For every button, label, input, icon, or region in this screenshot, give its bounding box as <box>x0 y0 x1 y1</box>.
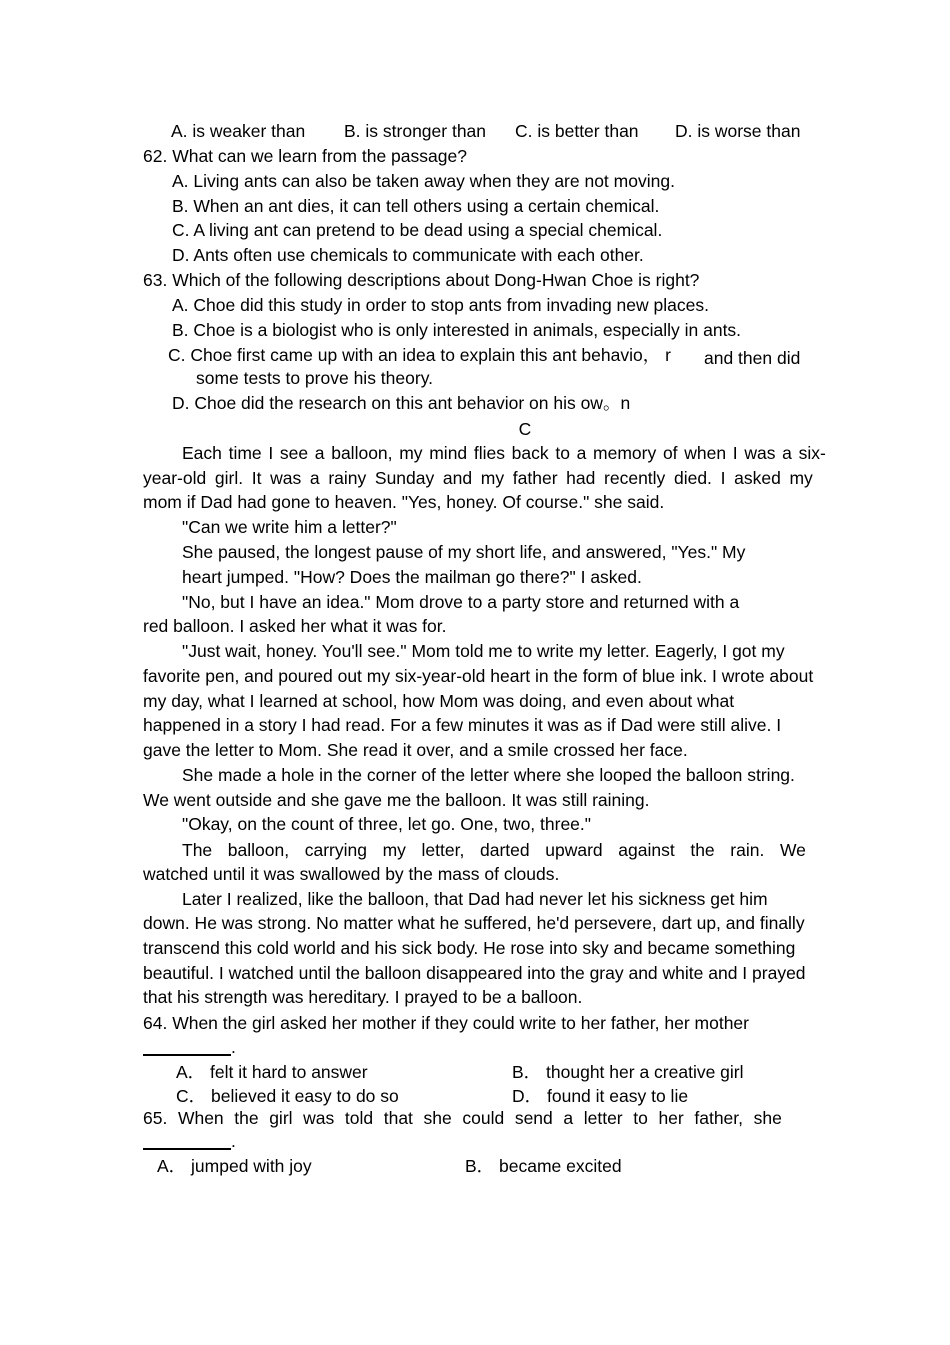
q63-option-c-line2: some tests to prove his theory. <box>196 368 434 388</box>
p8-line1-word: upward <box>545 840 603 860</box>
p8-line1-word: my <box>382 840 406 860</box>
p5-line1: "Just wait, honey. You'll see." Mom told me to write my letter. Eagerly, I got my <box>182 641 785 661</box>
q65-answer-blank <box>143 1148 231 1150</box>
q64-option-d: D． found it easy to lie <box>512 1086 689 1106</box>
q65-stem-word: a <box>563 1108 574 1128</box>
p8-line1-word: the <box>690 840 715 860</box>
q65-stem-word: letter <box>583 1108 623 1128</box>
q65-stem-word: was <box>303 1108 335 1128</box>
q65-stem-word: she <box>423 1108 452 1128</box>
q64-option-b: B． thought her a creative girl <box>512 1062 744 1082</box>
q62-option-c: C. A living ant can pretend to be dead using a special chemical. <box>172 220 663 240</box>
q65-stem-word: her <box>658 1108 684 1128</box>
p9-line2: down. He was strong. No matter what he suffered, he'd persevere, dart up, and finally <box>143 913 805 933</box>
q64-option-c: C． believed it easy to do so <box>176 1086 399 1106</box>
p1-line2-word: I <box>720 468 726 488</box>
p1-line2-word: a <box>309 468 320 488</box>
p1-line2-word: girl. <box>214 468 244 488</box>
p8-line1-word: against <box>618 840 675 860</box>
q64-stem: 64. When the girl asked her mother if they could write to her father, her mother <box>143 1013 749 1033</box>
p4-line2: red balloon. I asked her what it was for. <box>143 616 447 636</box>
p1-line1-word: I <box>268 443 274 463</box>
q65-stem-word: that <box>383 1108 413 1128</box>
p1-line2-word: father <box>512 468 558 488</box>
p8-line1-word: balloon, <box>227 840 290 860</box>
p1-line2 <box>143 467 813 489</box>
p1-line3: mom if Dad had gone to heaven. "Yes, honey. Of course." she said. <box>143 492 665 512</box>
q62-stem: 62. What can we learn from the passage? <box>143 146 467 166</box>
q65-stem-word: she <box>753 1108 782 1128</box>
p1-line2-word: rainy <box>328 468 367 488</box>
p1-line2-word: Sunday <box>374 468 435 488</box>
p1-line2-word: my <box>480 468 505 488</box>
p1-line1-word: see <box>279 443 309 463</box>
q65-blank-period: . <box>231 1131 236 1151</box>
p1-line2-word: my <box>789 468 813 488</box>
q64-option-a: A． felt it hard to answer <box>176 1062 368 1082</box>
p1-line1-word: back <box>511 443 549 463</box>
q65-option-b: B． became excited <box>465 1156 622 1176</box>
p1-line1-word: I <box>732 443 738 463</box>
p1-line1-word: a <box>576 443 587 463</box>
q61-option-d: D. is worse than <box>675 121 801 141</box>
p9-line5: that his strength was hereditary. I prayed to be a balloon. <box>143 987 583 1007</box>
q65-stem-word: 65. <box>143 1108 168 1128</box>
p1-line1-word: was <box>744 443 776 463</box>
p9-line4: beautiful. I watched until the balloon disappeared into the gray and white and I prayed <box>143 963 806 983</box>
p8-line1-word: We <box>779 840 806 860</box>
p8-line1-word: The <box>182 840 213 860</box>
p1-line1-word: memory <box>593 443 657 463</box>
q62-option-a: A. Living ants can also be taken away when they are not moving. <box>172 171 675 191</box>
p1-line2-word: year-old <box>143 468 207 488</box>
p5-line2: favorite pen, and poured out my six-year-old heart in the form of blue ink. I wrote about <box>143 666 814 686</box>
q64-answer-blank <box>143 1054 231 1056</box>
q62-option-d: D. Ants often use chemicals to communicate with each other. <box>172 245 644 265</box>
p1-line1-word: six- <box>798 443 826 463</box>
p2-line: "Can we write him a letter?" <box>182 517 397 537</box>
section-c-heading: C <box>518 419 532 439</box>
q65-stem-word: father, <box>694 1108 744 1128</box>
q63-option-b: B. Choe is a biologist who is only interested in animals, especially in ants. <box>172 320 742 340</box>
q64-blank-period: . <box>231 1037 236 1057</box>
p3-line1: She paused, the longest pause of my short life, and answered, "Yes." My <box>182 542 746 562</box>
p6-line2: We went outside and she gave me the balloon. It was still raining. <box>143 790 650 810</box>
q65-stem-word: send <box>514 1108 553 1128</box>
q63-option-d: D. Choe did the research on this ant behavior on his ow。n <box>172 393 631 413</box>
p1-line1 <box>182 442 826 464</box>
p1-line1-word: to <box>555 443 570 463</box>
p8-line1-word: letter, <box>421 840 465 860</box>
p1-line2-word: had <box>566 468 596 488</box>
p1-line1-word: time <box>228 443 262 463</box>
p9-line1: Later I realized, like the balloon, that Dad had never let his sickness get him <box>182 889 768 909</box>
q62-option-b: B. When an ant dies, it can tell others using a certain chemical. <box>172 196 660 216</box>
p1-line1-word: my <box>399 443 423 463</box>
p1-line1-word: a <box>782 443 792 463</box>
q61-option-b: B. is stronger than <box>344 121 487 141</box>
p8-line1-word: carrying <box>304 840 367 860</box>
q63-stem: 63. Which of the following descriptions about Dong-Hwan Choe is right? <box>143 270 700 290</box>
p5-line4: happened in a story I had read. For a few minutes it was as if Dad were still alive. I <box>143 715 782 735</box>
p1-line1-word: Each <box>182 443 222 463</box>
p1-line1-word: flies <box>473 443 505 463</box>
p6-line1: She made a hole in the corner of the letter where she looped the balloon string. <box>182 765 795 785</box>
p8-line1-word: darted <box>479 840 530 860</box>
p9-line3: transcend this cold world and his sick body. He rose into sky and became something <box>143 938 796 958</box>
p1-line2-word: asked <box>734 468 781 488</box>
p1-line1-word: balloon, <box>331 443 393 463</box>
q65-stem-word: girl <box>269 1108 293 1128</box>
p1-line1-word: a <box>314 443 325 463</box>
p3-line2: heart jumped. "How? Does the mailman go there?" I asked. <box>182 567 642 587</box>
q65-stem-word: the <box>234 1108 259 1128</box>
p1-line1-word: mind <box>429 443 468 463</box>
q65-stem-word: When <box>177 1108 224 1128</box>
q63-option-a: A. Choe did this study in order to stop ants from invading new places. <box>172 295 709 315</box>
q61-option-a: A. is weaker than <box>171 121 306 141</box>
p5-line3: my day, what I learned at school, how Mom was doing, and even about what <box>143 691 735 711</box>
q65-stem <box>143 1107 782 1129</box>
p1-line2-word: died. <box>673 468 712 488</box>
q65-stem-word: could <box>462 1108 505 1128</box>
q61-option-c: C. is better than <box>515 121 639 141</box>
p1-line2-word: It <box>251 468 262 488</box>
p4-line1: "No, but I have an idea." Mom drove to a party store and returned with a <box>182 592 740 612</box>
p8-line2: watched until it was swallowed by the mass of clouds. <box>143 864 560 884</box>
p8-line1-word: rain. <box>730 840 765 860</box>
q65-stem-word: told <box>344 1108 374 1128</box>
p1-line2-word: recently <box>604 468 666 488</box>
q63-option-c-tail: and then did <box>704 348 801 368</box>
q65-stem-word: to <box>633 1108 648 1128</box>
q65-option-a: A． jumped with joy <box>157 1156 312 1176</box>
p5-line5: gave the letter to Mom. She read it over, and a smile crossed her face. <box>143 740 688 760</box>
p1-line2-word: and <box>442 468 473 488</box>
p8-line1 <box>182 839 806 861</box>
p1-line1-word: when <box>684 443 727 463</box>
p7-line: "Okay, on the count of three, let go. One, two, three." <box>182 814 591 834</box>
p1-line2-word: was <box>270 468 302 488</box>
p1-line1-word: of <box>662 443 678 463</box>
q63-option-c-line1: C. Choe first came up with an idea to explain this ant behavio， r <box>168 345 671 365</box>
